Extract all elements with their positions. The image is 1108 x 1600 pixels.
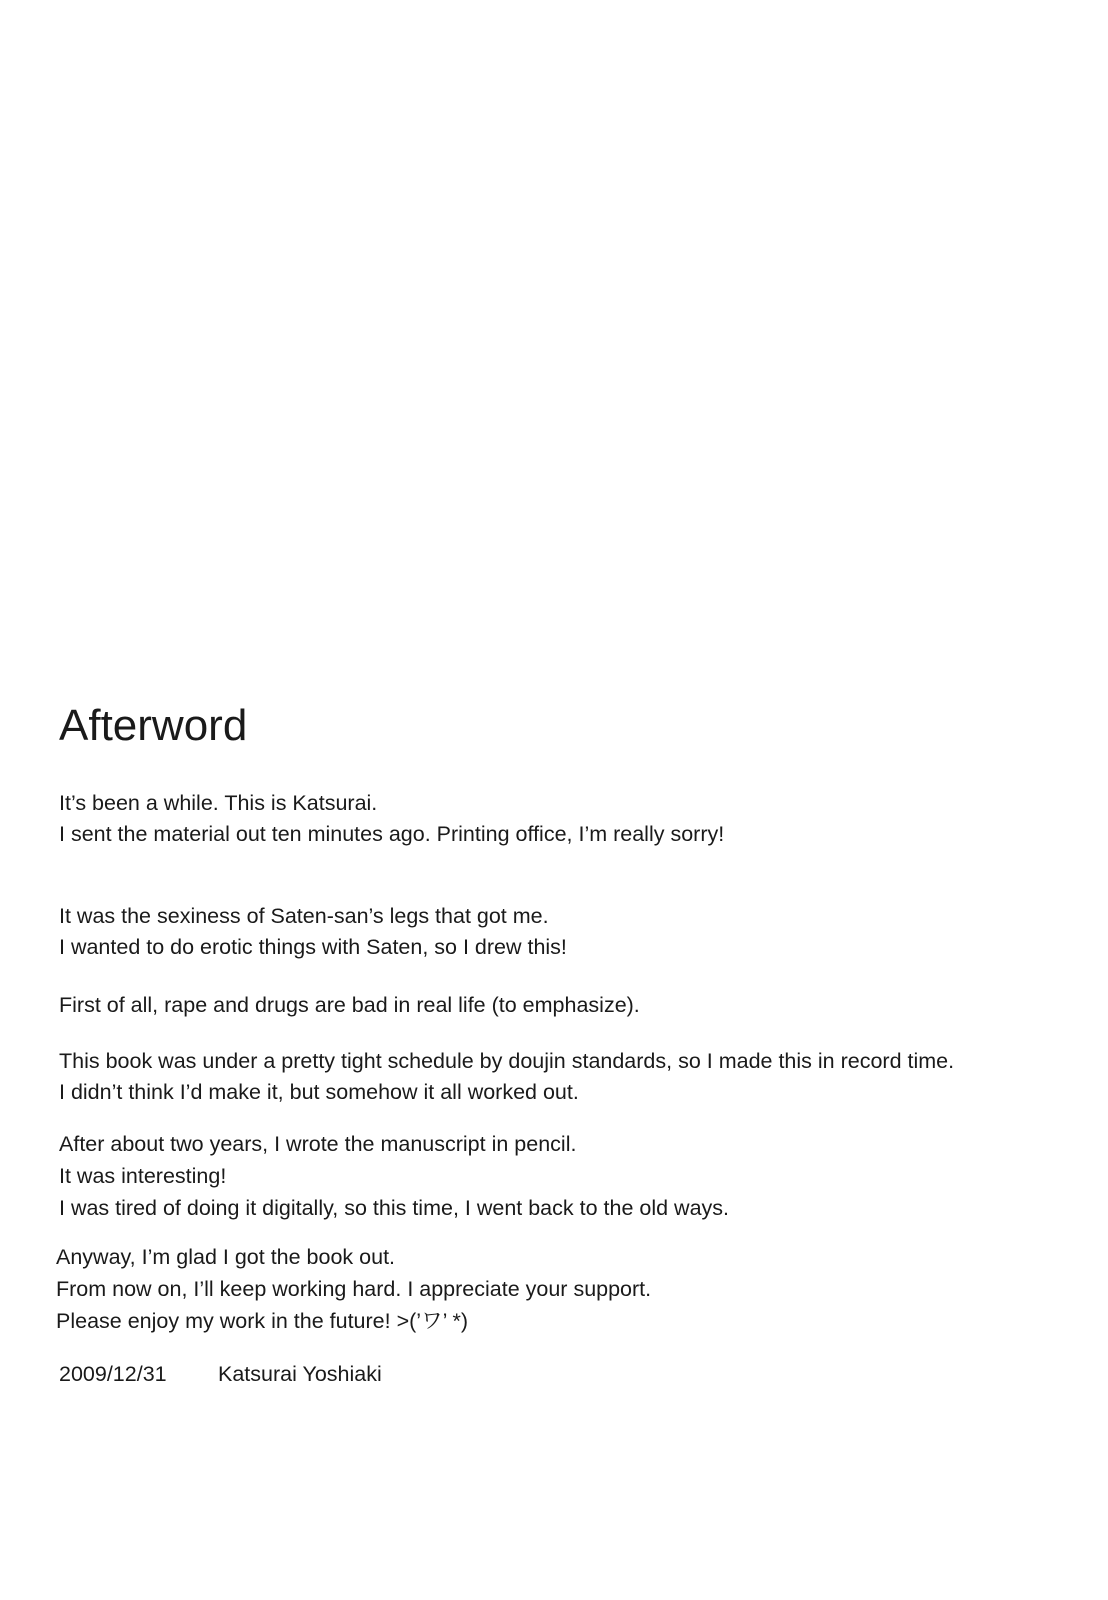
paragraph-2-line-2: I wanted to do erotic things with Saten, so I drew this! bbox=[59, 935, 567, 959]
paragraph-6-line-3: Please enjoy my work in the future! >(’ワ’ *) bbox=[56, 1309, 469, 1333]
paragraph-1-line-2: I sent the material out ten minutes ago. Printing office, I’m really sorry! bbox=[59, 822, 725, 846]
paragraph-3-line-1: First of all, rape and drugs are bad in real life (to emphasize). bbox=[59, 993, 640, 1017]
paragraph-6-line-2: From now on, I’ll keep working hard. I appreciate your support. bbox=[56, 1277, 652, 1301]
paragraph-5-line-2: It was interesting! bbox=[59, 1164, 227, 1188]
paragraph-5-line-1: After about two years, I wrote the manuscript in pencil. bbox=[59, 1132, 577, 1156]
paragraph-5-line-3: I was tired of doing it digitally, so this time, I went back to the old ways. bbox=[59, 1196, 729, 1220]
page-title: Afterword bbox=[59, 701, 248, 750]
paragraph-1-line-1: It’s been a while. This is Katsurai. bbox=[59, 791, 378, 815]
signature-author: Katsurai Yoshiaki bbox=[218, 1362, 382, 1386]
signature-date: 2009/12/31 bbox=[59, 1362, 167, 1386]
paragraph-2-line-1: It was the sexiness of Saten-san’s legs that got me. bbox=[59, 904, 549, 928]
paragraph-4-line-2: I didn’t think I’d make it, but somehow it all worked out. bbox=[59, 1080, 579, 1104]
paragraph-4-line-1: This book was under a pretty tight schedule by doujin standards, so I made this in record time. bbox=[59, 1049, 955, 1073]
paragraph-6-line-1: Anyway, I’m glad I got the book out. bbox=[56, 1245, 396, 1269]
